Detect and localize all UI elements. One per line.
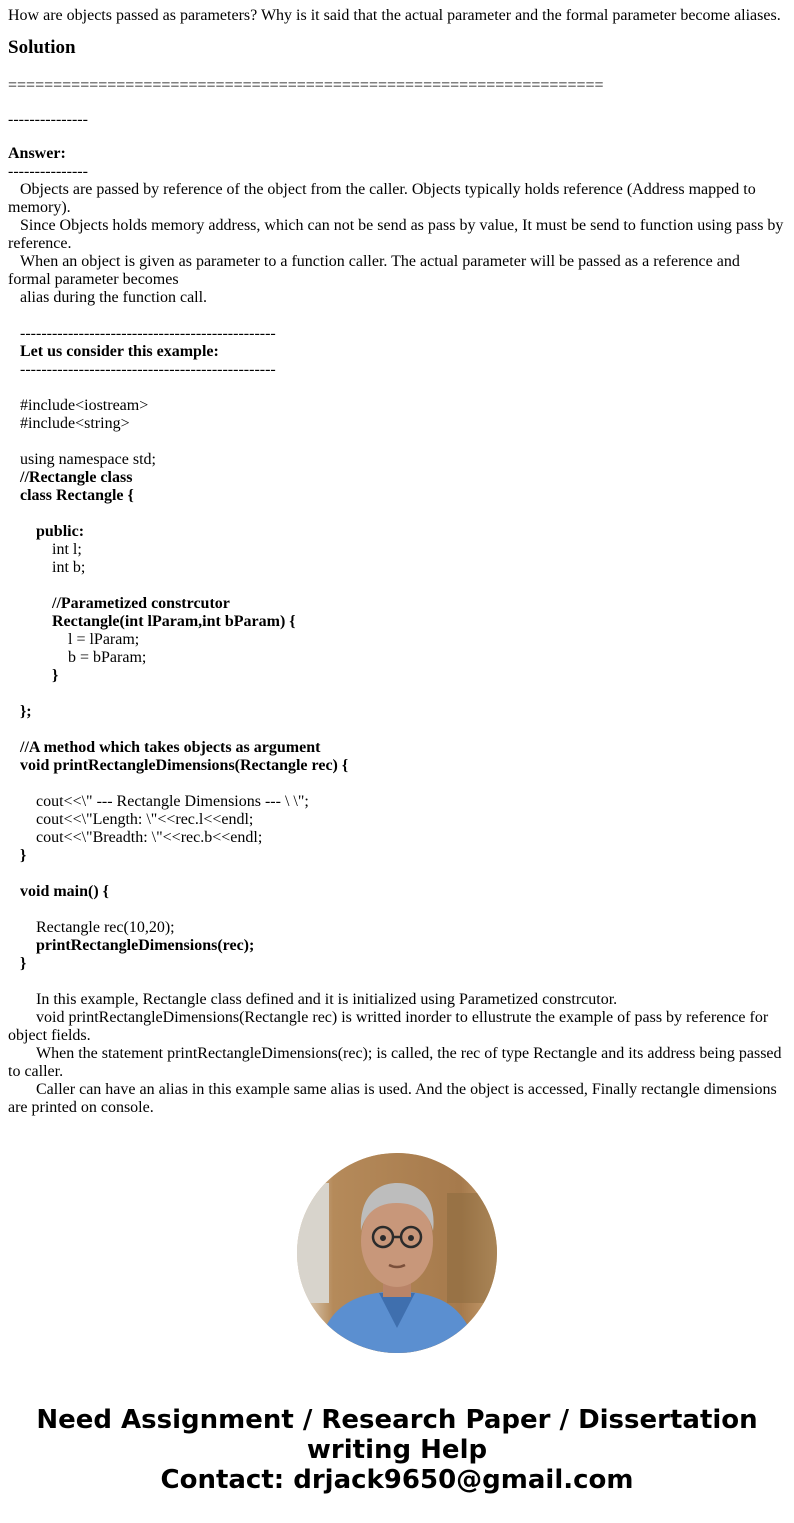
code-line: void printRectangleDimensions(Rectangle rec) { [8,757,349,774]
explanation-paragraph: Caller can have an alias in this example same alias is used. And the object is accessed, Finally rectangle dimensions are printed on console. [8,1081,781,1116]
code-line: int l; [8,541,82,558]
code-line: cout<<\"Length: \"<<rec.l<<endl; [8,811,254,828]
code-line: }; [8,703,32,720]
code-line: } [8,955,27,972]
explanation-paragraph: When the statement printRectangleDimensions(rec); is called, the rec of type Rectangle and its address being passed to caller. [8,1045,786,1080]
example-label: Let us consider this example: [8,343,219,360]
question-text: How are objects passed as parameters? Why is it said that the actual parameter and the formal parameter become aliases. [8,7,781,24]
spacer [8,433,786,451]
spacer [8,577,786,595]
code-line: Rectangle rec(10,20); [8,919,175,936]
spacer [8,307,786,325]
code-line: b = bParam; [8,649,147,666]
code-line: printRectangleDimensions(rec); [8,937,255,954]
code-line: cout<<\"Breadth: \"<<rec.b<<endl; [8,829,263,846]
spacer [8,721,786,739]
code-line: int b; [8,559,86,576]
code-line: class Rectangle { [8,487,134,504]
footer-contact: Contact: drjack9650@gmail.com [160,1465,634,1495]
code-line: cout<<\" --- Rectangle Dimensions --- \ \"; [8,793,309,810]
code-comment: //Rectangle class [8,469,133,486]
answer-paragraph: alias during the function call. [8,289,208,306]
code-comment: //A method which takes objects as argument [8,739,321,756]
explanation-paragraph: void printRectangleDimensions(Rectangle rec) is writted inorder to ellustrute the example of pass by reference for object fields. [8,1009,773,1044]
example-divider-bottom: ------------------------------------------------ [8,361,276,378]
code-line: #include<string> [8,415,130,432]
example-divider-top: ------------------------------------------------ [8,325,276,342]
spacer [8,865,786,883]
code-line: public: [8,523,85,540]
solution-heading: Solution [8,37,76,58]
equals-divider: ================================================================== [8,77,604,94]
answer-paragraph: Objects are passed by reference of the object from the caller. Objects typically holds reference (Address mapped to memory). [8,181,760,216]
explanation-paragraph: In this example, Rectangle class defined and it is initialized using Parametized constrcutor. [8,991,618,1008]
answer-paragraph: When an object is given as parameter to a function caller. The actual parameter will be passed as a reference and formal parameter becomes [8,253,744,288]
spacer [8,901,786,919]
footer-promo [0,1405,794,1495]
code-line: l = lParam; [8,631,140,648]
spacer [8,379,786,397]
author-avatar [297,1153,497,1353]
code-line: using namespace std; [8,451,156,468]
spacer [8,505,786,523]
answer-divider: --------------- [8,163,88,180]
code-line: Rectangle(int lParam,int bParam) { [8,613,296,630]
answer-label: Answer: [8,145,66,162]
code-line: } [8,847,27,864]
portrait-image [297,1153,497,1353]
footer-line: writing Help [306,1435,488,1465]
spacer [8,973,786,991]
dash-divider: --------------- [8,111,88,128]
code-line: void main() { [8,883,109,900]
code-line: } [8,667,59,684]
code-comment: //Parametized constrcutor [8,595,230,612]
spacer [8,685,786,703]
spacer [8,775,786,793]
footer-line: Need Assignment / Research Paper / Dissertation [36,1405,758,1435]
answer-paragraph: Since Objects holds memory address, which can not be send as pass by value, It must be send to function using pass by reference. [8,217,788,252]
code-line: #include<iostream> [8,397,149,414]
document-body [8,7,786,1117]
